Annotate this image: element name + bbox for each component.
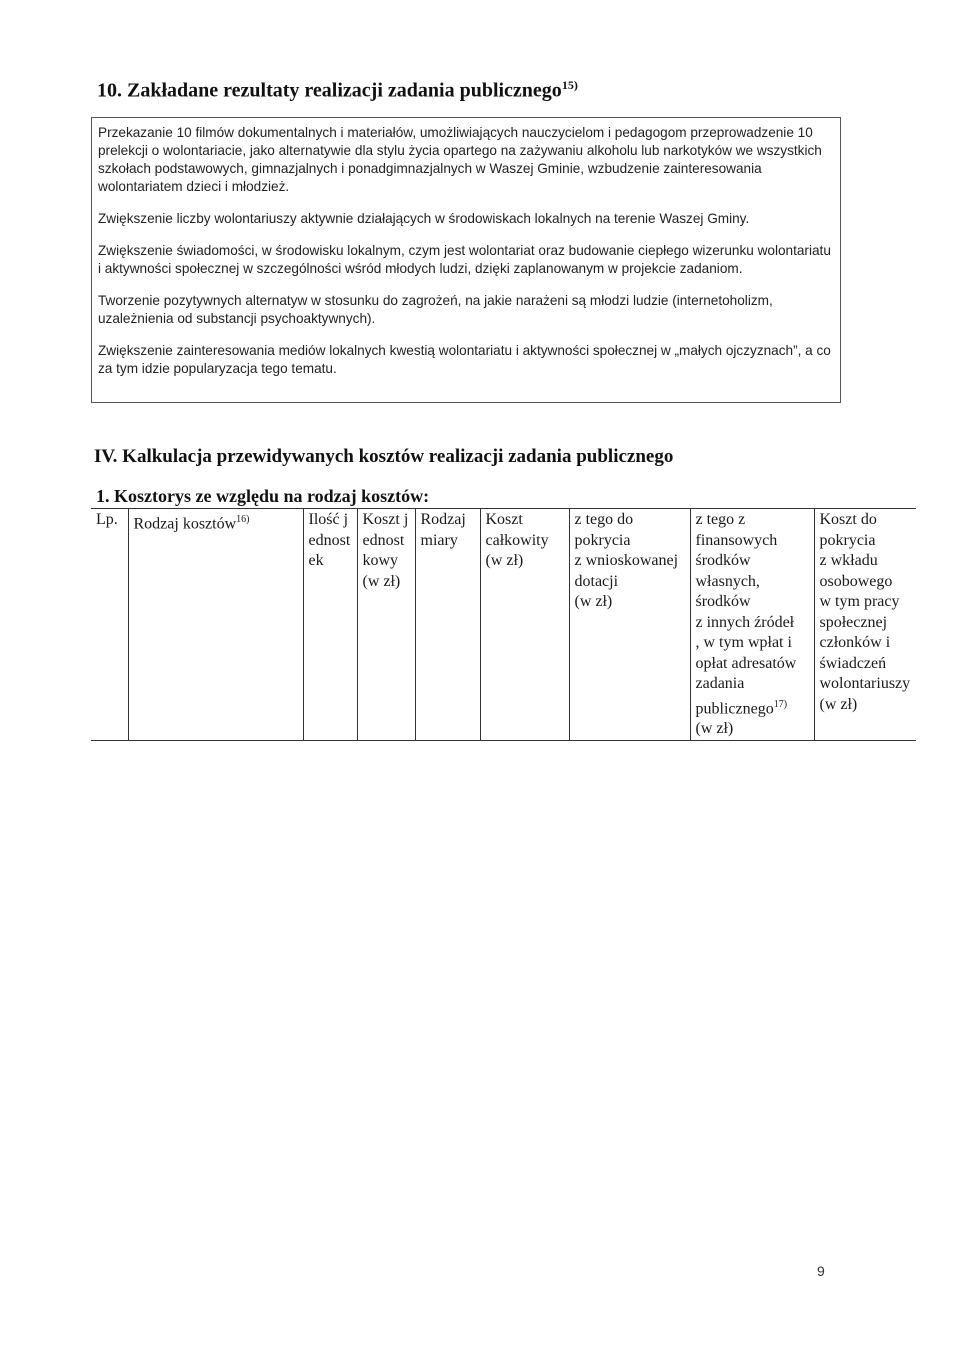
result-paragraph-3: Zwiększenie świadomości, w środowisku lokalnym, czym jest wolontariat oraz budowanie ciepłego wizerunku wolontariatu i aktywności społecznej w szczególności wśród młodych ludzi, dzięki zaplanowanym w projekcie zadaniom. [98, 243, 831, 276]
result-paragraph-1: Przekazanie 10 filmów dokumentalnych i materiałów, umożliwiających nauczycielom i pedagogom przeprowadzenie 10 prelekcji o wolontariacie, jako alternatywie dla stylu życia opartego na zażywaniu alkoholu lub narkotyków we wszystkich szkołach podstawowych, gimnazjalnych i ponadgimnazjalnych w Waszej Gminie, wzbudzenie zainteresowania wolontariatem dzieci i młodzież. [98, 125, 822, 194]
result-paragraph-5: Zwiększenie zainteresowania mediów lokalnych kwestią wolontariatu i aktywności społecznej w „małych ojczyznach”, a co za tym idzie popularyzacja tego tematu. [98, 343, 831, 376]
header-z-finansowych-text: z tego z finansowych środków własnych, środków z innych źródeł , w tym wpłat i opłat adresatów zadania publicznego [695, 511, 797, 717]
result-paragraph-4: Tworzenie pozytywnych alternatyw w stosunku do zagrożeń, na jakie narażeni są młodzi ludzie (internetoholizm, uzależnienia od substancji psychoaktywnych). [98, 293, 773, 326]
header-lp: Lp. [91, 509, 128, 741]
cost-table-header-row [91, 509, 916, 741]
header-koszt-jednostkowy: Koszt jednostkowy (w zł) [357, 509, 415, 741]
header-koszt-osobowy: Koszt do pokrycia z wkładu osobowego w tym pracy społecznej członków i świadczeń wolontariuszy (w zł) [814, 509, 916, 741]
header-z-finansowych [690, 509, 814, 741]
header-rodzaj-kosztow-text: Rodzaj kosztów [133, 515, 237, 533]
header-z-dotacji: z tego do pokrycia z wnioskowanej dotacji (w zł) [569, 509, 690, 741]
header-rodzaj-kosztow [128, 509, 303, 741]
section-10-title-text: 10. Zakładane rezultaty realizacji zadania publicznego [97, 79, 562, 102]
results-box [91, 117, 841, 403]
section-10-footnote: 15) [561, 78, 578, 92]
header-rodzaj-miary: Rodzaj miary [415, 509, 480, 741]
page-number: 9 [817, 1263, 825, 1279]
header-z-finansowych-unit: (w zł) [695, 720, 734, 738]
header-z-finansowych-footnote: 17) [773, 698, 788, 710]
header-koszt-calkowity: Koszt całkowity (w zł) [480, 509, 569, 741]
cost-table [91, 508, 916, 741]
header-rodzaj-footnote: 16) [236, 514, 250, 525]
section-iv-title: IV. Kalkulacja przewidywanych kosztów realizacji zadania publicznego [94, 446, 674, 467]
section-10-title [97, 78, 578, 103]
cost-estimate-subtitle: 1. Kosztorys ze względu na rodzaj kosztów: [96, 486, 430, 506]
result-paragraph-2: Zwiększenie liczby wolontariuszy aktywnie działających w środowiskach lokalnych na terenie Waszej Gminy. [98, 211, 750, 226]
header-ilosc-jednostek: Ilość jednostek [303, 509, 357, 741]
